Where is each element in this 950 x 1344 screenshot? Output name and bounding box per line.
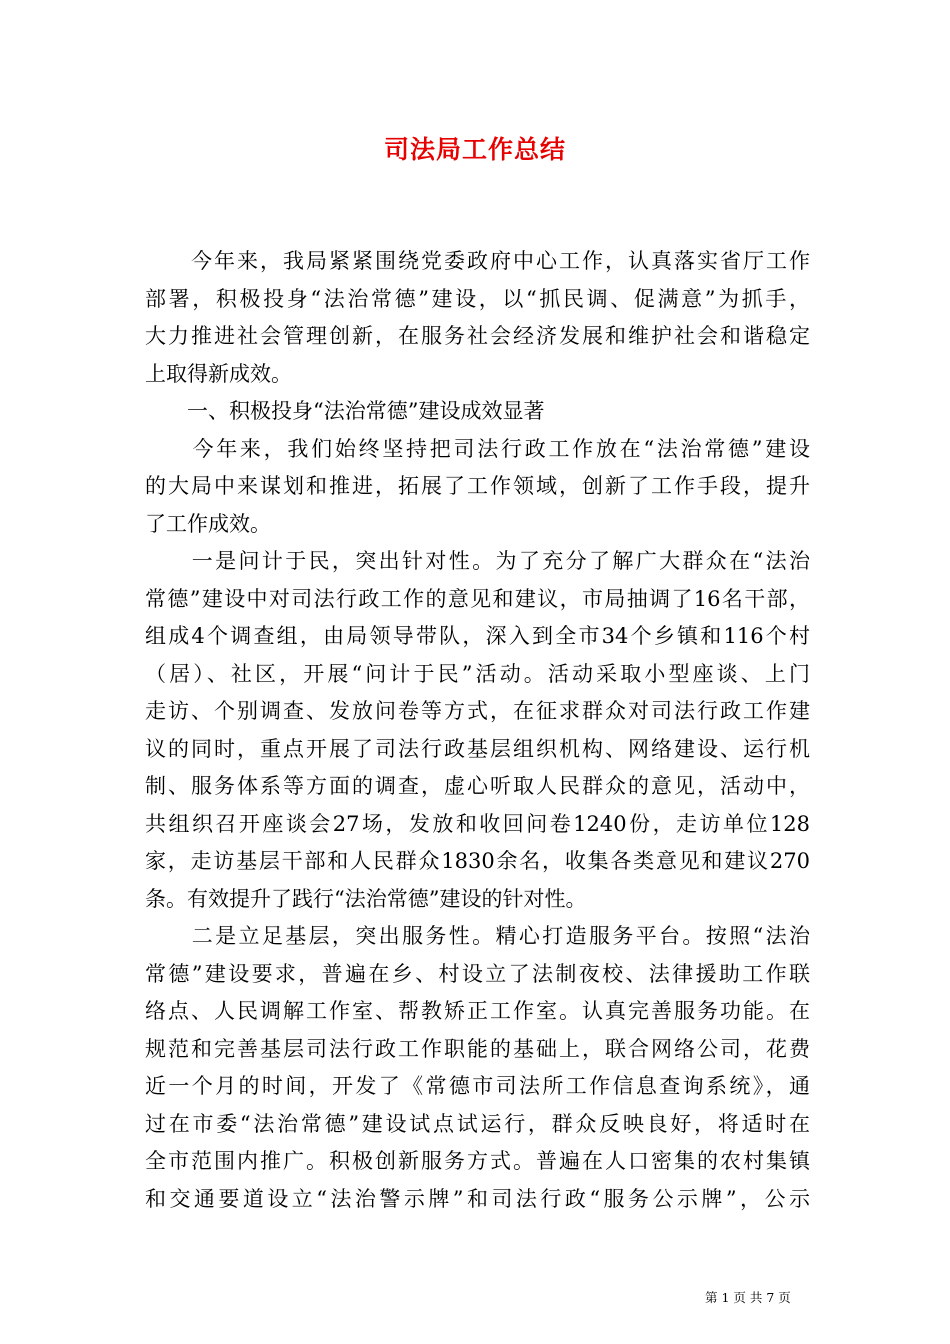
body-line: 近一个月的时间，开发了《常德市司法所工作信息查询系统》，通 <box>145 1074 810 1098</box>
body-line: 今年来，我们始终坚持把司法行政工作放在“法治常德”建设 <box>145 436 810 461</box>
body-line: 和交通要道设立“法治警示牌”和司法行政“服务公示牌”，公示 <box>145 1186 810 1211</box>
body-line: 家，走访基层干部和人民群众1830余名，收集各类意见和建议270 <box>145 849 810 873</box>
body-line: 一、积极投身“法治常德”建设成效显著 <box>145 399 545 423</box>
document-title: 司法局工作总结 <box>383 135 566 164</box>
body-line: 部署，积极投身“法治常德”建设，以“抓民调、促满意”为抓手， <box>145 286 810 311</box>
body-line: 规范和完善基层司法行政工作职能的基础上，联合网络公司，花费 <box>145 1036 810 1061</box>
body-line: 的大局中来谋划和推进，拓展了工作领域，创新了工作手段，提升 <box>145 474 810 498</box>
body-line: 组成4个调查组，由局领导带队，深入到全市34个乡镇和116个村 <box>145 624 810 648</box>
document-body <box>145 243 810 1218</box>
body-line: 上取得新成效。 <box>145 361 292 386</box>
body-line: 一是问计于民，突出针对性。为了充分了解广大群众在“法治 <box>145 549 810 573</box>
body-line: 走访、个别调查、发放问卷等方式，在征求群众对司法行政工作建 <box>145 699 810 723</box>
body-line: 共组织召开座谈会27场，发放和收回问卷1240份，走访单位128 <box>145 811 810 836</box>
body-line: 大力推进社会管理创新，在服务社会经济发展和维护社会和谐稳定 <box>145 324 810 348</box>
body-line: （居）、社区，开展“问计于民”活动。活动采取小型座谈、上门 <box>145 661 810 686</box>
body-line: 了工作成效。 <box>145 511 271 536</box>
body-line: 二是立足基层，突出服务性。精心打造服务平台。按照“法治 <box>145 924 810 948</box>
body-line: 条。有效提升了践行“法治常德”建设的针对性。 <box>145 886 587 911</box>
body-line: 常德”建设中对司法行政工作的意见和建议，市局抽调了16名干部， <box>145 586 810 611</box>
body-line: 常德”建设要求，普遍在乡、村设立了法制夜校、法律援助工作联 <box>145 961 810 986</box>
page-footer: 第 1 页 共 7 页 <box>705 1290 791 1305</box>
body-line: 今年来，我局紧紧围绕党委政府中心工作，认真落实省厅工作 <box>145 249 810 273</box>
body-line: 议的同时，重点开展了司法行政基层组织机构、网络建设、运行机 <box>145 736 810 761</box>
body-line: 全市范围内推广。积极创新服务方式。普遍在人口密集的农村集镇 <box>145 1149 810 1173</box>
body-line: 络点、人民调解工作室、帮教矫正工作室。认真完善服务功能。在 <box>145 999 810 1023</box>
body-line: 过在市委“法治常德”建设试点试运行，群众反映良好，将适时在 <box>145 1111 810 1136</box>
body-line: 制、服务体系等方面的调查，虚心听取人民群众的意见，活动中， <box>145 774 810 798</box>
